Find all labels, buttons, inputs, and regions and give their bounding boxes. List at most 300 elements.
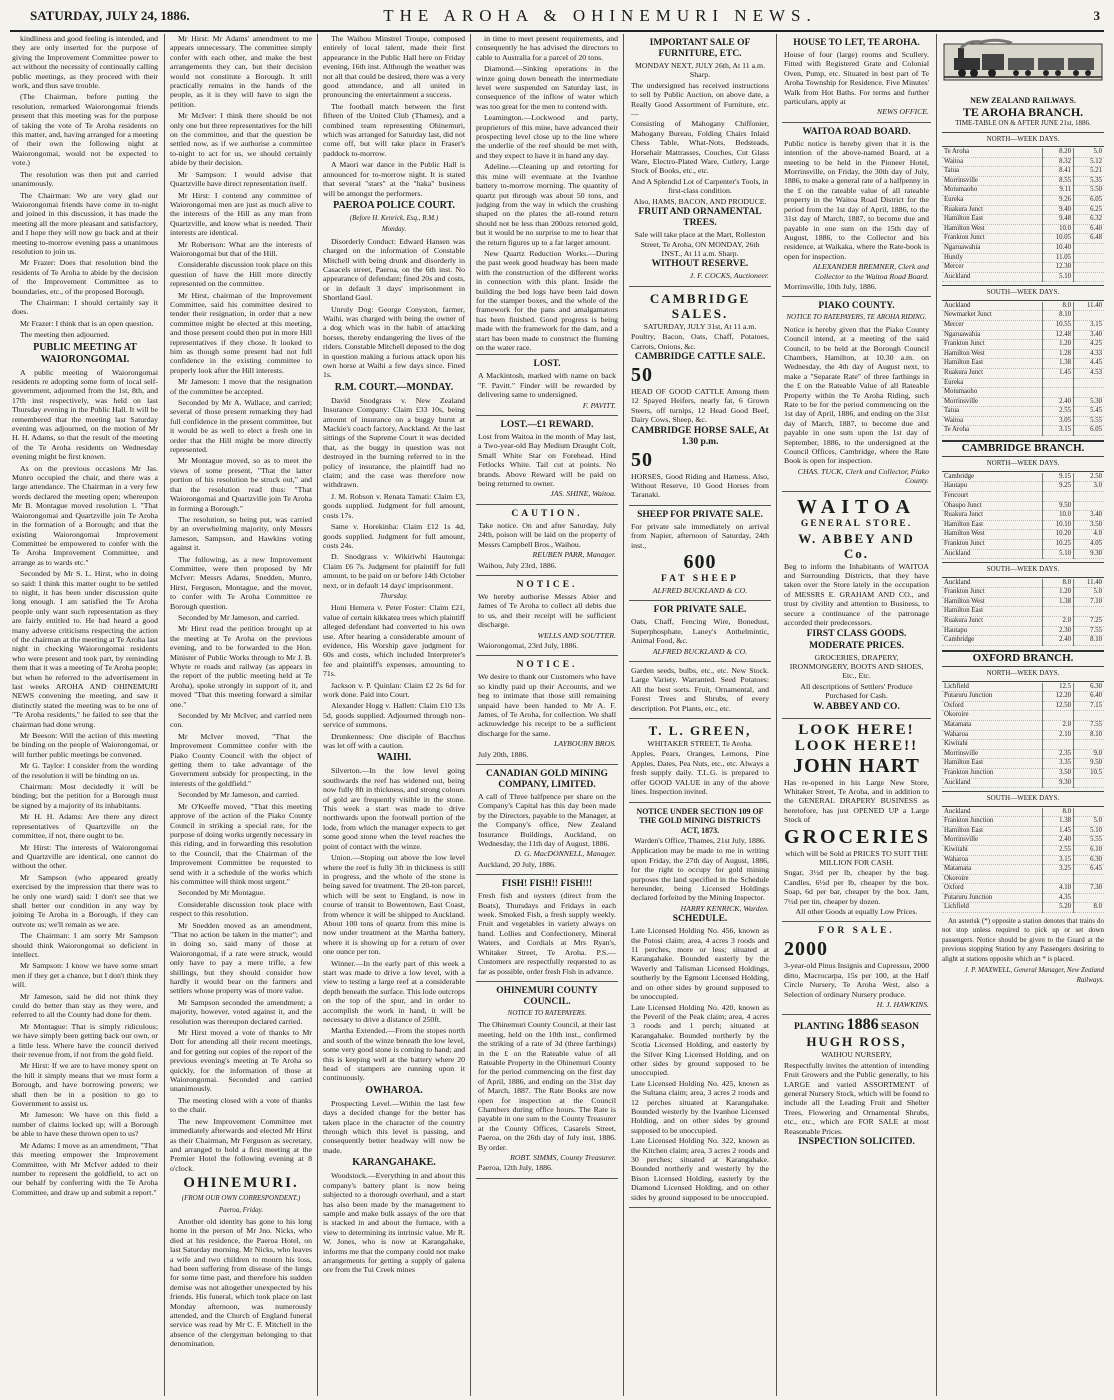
timetable-section-heading: NORTH—WEEK DAYS. (942, 666, 1104, 681)
departure-time: 8.32 (1043, 157, 1074, 167)
advert-date: Waiorongomai, 23rd July, 1886. (478, 640, 579, 650)
timetable-signature: J. P. MAXWELL, General Manager, New Zealand Railways. (964, 966, 1104, 984)
timetable-row (942, 720, 1104, 730)
departure-time (1043, 607, 1074, 617)
timetable-row (942, 330, 1104, 340)
paragraph: A Maori war dance in the Public Hall is announced for to-morrow night. It is stated that several "stars" at the "haka" business will be amongst the performers. (323, 160, 465, 198)
station-name: Frankton Junct (942, 540, 1043, 550)
departure-time: 5.55 (1074, 836, 1105, 846)
advert-goods: FIRST CLASS GOODS. (806, 628, 907, 639)
advert-title: HOUSE TO LET, TE AROHA. (793, 38, 920, 48)
timetable-row (942, 903, 1104, 913)
timetable-row (942, 778, 1104, 788)
departure-time: 11.40 (1074, 302, 1105, 311)
timetable-row (942, 711, 1104, 721)
advert-title: T. L. GREEN, (648, 723, 752, 739)
departure-time: 6.05 (1074, 196, 1105, 206)
station-name: Waharoa (942, 730, 1043, 740)
timetable-row (942, 302, 1104, 311)
timetable-row (942, 588, 1104, 598)
paragraph: (The Chairman, before putting the resolution, remarked Waiorongomai friends present that this meeting was for the purpose of taking the vote of Te Aroha residents on this matter, and, having arranged for a meeting of their own the following night at Waiorongomai, would not be expected to vote.) (12, 92, 158, 168)
timetable-row (942, 501, 1104, 511)
paragraph: Mr Hirst: Mr Adams' amendment to me appears unnecessary. The committee simply confer with each other, and make the best arrangements they can, but their decision would not constitute a Borough. It still practically remains in the hands of the people, as it is they will have to sign the petition. (170, 34, 312, 109)
advert-date: MONDAY NEXT, JULY 26th, At 11 a.m. Sharp. (634, 61, 766, 80)
timetable-row (942, 607, 1104, 617)
advert-groceries: GROCERIES (784, 825, 931, 848)
advert-fruiterer (629, 719, 771, 802)
station-name: Hamilton East (942, 359, 1043, 369)
masthead-title: THE AROHA & OHINEMURI NEWS. (383, 6, 817, 25)
paragraph: Mr Hirst, chairman of the Improvement Committee, said his committee desired to tender their resignation, in order that a new committee might be elected at this meeting, and those present could then put in more Hill representatives if they chose. It looked to him as though some present had not full confidence in the existing committee to properly look after the Hill interests. (170, 290, 312, 375)
paragraph: in time to meet present requirements, and consequently he has advised the directors to cable to Australia for a parcel of 20 tons. (476, 34, 618, 62)
departure-time: 11.40 (1074, 579, 1105, 588)
advert-notice (476, 576, 618, 656)
departure-time: 8.0 (1043, 808, 1074, 817)
schedule-item: Late Licensed Holding No. 425, known as the Sultana claim; area, 3 acres 2 roods and 12 perches situated at Karangahake. Bounded westerly by the Ivanhoe Licensed Holding, and on other sides by ground supposed to be unoccupied. (631, 1078, 769, 1135)
paragraph: The meeting closed with a vote of thanks to the chair. (170, 1095, 312, 1115)
article-headline: PAEROA POLICE COURT. (333, 199, 455, 211)
departure-time: 10.20 (1043, 530, 1074, 540)
departure-time: 3.15 (1043, 426, 1074, 436)
timetable-row (942, 549, 1104, 559)
station-name: Tatua (942, 407, 1043, 417)
timetable-row (942, 530, 1104, 540)
station-name: Hamilton East (942, 607, 1043, 617)
departure-time: 9.26 (1043, 196, 1074, 206)
timetable-row (942, 272, 1104, 282)
departure-time (1074, 501, 1105, 511)
advert-signature: ALEXANDER BREMNER, Clerk and Collector to the Waitoa Road Board. (812, 262, 929, 281)
paragraph: Woodstock.—Everything in and about this company's battery plant is now being subjected to a thorough overhaul, and a start has also been made by the management to sample and make bulk assays of the ore that is stacked in and about the furnace, with a view to determining its intrinsic value. Mr R. W. Jones, who is now at Karangahake, informs me that the company could not make arrangements for getting a supply of galena ore from the Tui Creek mines (323, 1171, 465, 1275)
paragraph: Drunkenness: One disciple of Bacchus was let off with a caution. (323, 731, 465, 751)
advert-date: SATURDAY, JULY 31st, At 11 a.m. (643, 321, 757, 331)
timetable-row (942, 511, 1104, 521)
departure-time: 9.30 (1043, 778, 1074, 788)
station-name: Eureka (942, 196, 1043, 206)
departure-time: 8.20 (1043, 148, 1074, 157)
advert-season-word: SEASON (880, 1022, 919, 1033)
station-name: Auckland (942, 579, 1043, 588)
advert-title: FISH! FISH!! FISH!!! (501, 879, 593, 890)
departure-time: 4.10 (1043, 884, 1074, 894)
station-name: Okoroire (942, 711, 1043, 721)
station-name: Cambridge (942, 473, 1043, 482)
departure-time: 7.55 (1074, 720, 1105, 730)
timetable-te-aroha-north (942, 148, 1104, 282)
departure-time: 12.5 (1043, 683, 1074, 692)
departure-time: 3.50 (1074, 520, 1105, 530)
paragraph: New Quartz Reduction Works.—During the past week good headway has been made with the construction of the different works in connection with this plant. Inside the building the bed logs have been laid down for the stamper boxes, and the whole of the framework for the pans and amalgamators has been finished. Good progress is being made with the framework for the dam, and a start has been made to construct the fluming on the water race. (476, 248, 618, 352)
departure-time (1043, 378, 1074, 388)
column-3 (323, 34, 465, 1396)
departure-time: 2.40 (1043, 397, 1074, 407)
advert-date: Morrinsville, 10th July, 1886. (784, 281, 877, 291)
departure-time: 1.45 (1043, 826, 1074, 836)
advert-title: CAMBRIDGE SALES. (649, 290, 751, 321)
paragraph: Alexander Hogg v. Hallett: Claim £10 13s 5d, goods supplied. Adjourned through non-service of summons. (323, 701, 465, 730)
station-name: Hamilton West (942, 224, 1043, 234)
article-headline: OHINEMURI. (183, 1175, 299, 1192)
timetable-row (942, 626, 1104, 636)
column-6 (782, 34, 931, 1396)
departure-time: 12.50 (1043, 701, 1074, 711)
timetable-section-heading: SOUTH—WEEK DAYS. (942, 562, 1104, 577)
timetable-cambridge-north (942, 473, 1104, 559)
article-dateline: Thursday. (380, 591, 408, 600)
advert-notice (476, 656, 618, 765)
timetable-row (942, 311, 1104, 321)
station-name: Morrinsville (942, 176, 1043, 186)
advert-title: WAITOA ROAD BOARD. (802, 126, 911, 137)
departure-time (1074, 272, 1105, 282)
advert-body: 3-year-old Pinus Insignis and Cupressus, 2000 ditto, Macrocarpa, 15s per 100, at the Half Circle Nursery, Te Aroha West, also a Selection of ordinary Nursery produce. (784, 961, 929, 999)
departure-time: 9.48 (1043, 215, 1074, 225)
departure-time: 7.10 (1074, 597, 1105, 607)
advert-items: Sugar, 3½d per lb, cheaper by the bag. Candles, 6½d per lb, cheaper by the box. Soap, 6d per bar, cheaper by the box. Jam, 7½d per tin, cheaper by dozen. (784, 868, 929, 906)
branch-heading: CAMBRIDGE BRANCH. (942, 440, 1104, 453)
article-subheading: (Before H. Kenrick, Esq., R.M.) (349, 213, 439, 222)
advert-title: LOST. (533, 359, 561, 370)
advert-mining-company (476, 765, 618, 875)
departure-time: 6.48 (1074, 234, 1105, 244)
paragraph: The following, as a new Improvement Committee, were then proposed by Mr McIver: Messrs Adams, Snedden, Munro, Hirst, Ferguson, Montague, and the mover, to confer with Te Aroha Committee re Borough question. (170, 554, 312, 611)
paragraph: Adeline.—Cleaning up and retorting for this mine will eventuate at the Ivanhoe battery to-morrow morning. The quantity of quartz put through was about 50 tons, and judging from the way in which the crushing shaped on the plates the all-round return should not be less than 200ozs retorted gold, but it would be no surprise to me to hear that the return figures up to a far larger amount. (476, 162, 618, 247)
station-name: Mercer (942, 320, 1043, 330)
departure-time: 6.30 (1074, 683, 1105, 692)
timetable-row (942, 808, 1104, 817)
masthead (10, 6, 1104, 32)
timetable-row (942, 597, 1104, 607)
timetable-row (942, 874, 1104, 884)
departure-time: 3.0 (1074, 482, 1105, 492)
article-headline: R.M. COURT.—MONDAY. (334, 381, 454, 393)
departure-time: 8.10 (1043, 311, 1074, 321)
article-headline: OWHAROA. (365, 1084, 423, 1096)
paragraph: Diamond.—Sinking operations in the winze going down beneath the intermediate level were suspended on Saturday last, in consequence of the inflow of water which was too great for the men to contend with. (476, 64, 618, 111)
timetable-row (942, 836, 1104, 846)
departure-time: 9.50 (1043, 501, 1074, 511)
timetable-row (942, 243, 1104, 253)
advert-date: Warden's Office, Thames, 21st July, 1886. (634, 836, 766, 845)
advert-date: July 20th, 1886. (478, 749, 529, 759)
station-name: Auckland (942, 302, 1043, 311)
paragraph: Martha Extended.—From the stopes north and south of the winze beneath the low level, some very good stone is coming to hand; and this is keeping well at the battery where 20 head of stampers are running upon it continuously. (323, 1026, 465, 1083)
timetable-row (942, 855, 1104, 865)
advert-signature: HARRY KENRICK, Warden. (680, 903, 769, 913)
departure-time: 2.30 (1043, 626, 1074, 636)
departure-time: 10.5 (1074, 768, 1105, 778)
paragraph: The Chairman: I should certainly say it does. (12, 297, 158, 317)
departure-time: 10.10 (1043, 520, 1074, 530)
advert-horse-body: HORSES, Good Riding and Harness. Also, Without Reserve, 10 Good Horses from Taranaki. (631, 471, 769, 500)
advert-date: Waihou, July 23rd, 1886. (478, 560, 557, 570)
advert-body: A call of Three halfpence per share on the Company's Capital has this day been made by the Directors, payable to the Manager, at the Company's office, New Zealand Insurance Buildings, Auckland, on Wednesday, the 11th day of August, 1886. (478, 792, 616, 849)
column-2 (170, 34, 312, 1396)
paragraph: Mr H. H. Adams: Are there any direct representatives of Quartzville on the committee, if not, there ought to be. (12, 812, 158, 841)
advert-place: Sale will take place at the Mart, Rolleston Street, Te Aroha, ON MONDAY, 26th INST., At 11 a.m. Sharp. (634, 230, 766, 258)
advert-subtitle: NOTICE TO RATEPAYERS, TE AROHA RIDING. (786, 313, 927, 322)
advert-piako-county (782, 297, 931, 491)
advert-body: Respectfully invites the attention of intending Fruit Growers and the Public generally, to his LARGE and varied ASSORTMENT of general Nursery Stock, which will be found to include all the Leading Fruit and Shelter Trees, Flowering and Ornamental Shrubs, etc., etc., which are FOR SALE at most Reasonable Prices. (784, 1060, 929, 1136)
paragraph: The Waihou Minstrel Troupe, composed entirely of local talent, made their first appearance in the Public Hall here on Friday evening, 16th inst. Although the weather was not all that could be desired, there was a very good attendance, and all united in pronouncing the entertainment a success. (323, 34, 465, 100)
station-name: Waharoa (942, 855, 1043, 865)
column-rule (164, 34, 165, 1396)
timetable-row (942, 253, 1104, 263)
advert-signature: ALFRED BUCKLAND & CO. (652, 646, 748, 656)
departure-time: 1.28 (1043, 349, 1074, 359)
departure-time: 10.0 (1043, 511, 1074, 521)
timetable-row (942, 148, 1104, 157)
departure-time: 4.53 (1074, 368, 1105, 378)
paragraph: D. Snodgrass v. Wikiriwhi Hautonga: Claim £6 7s. Judgment for plaintiff for full amount, to be paid on or before 14th October next, or in default 14 days' imprisonment. (323, 552, 465, 590)
station-name: Morrinsville (942, 749, 1043, 759)
station-name: Hautapu (942, 626, 1043, 636)
timetable-row (942, 579, 1104, 588)
station-name: Auckland (942, 549, 1043, 559)
departure-time (1074, 874, 1105, 884)
advert-title: FOR PRIVATE SALE. (653, 605, 747, 616)
paragraph: Prospecting Level.—Within the last few days a decided change for the better has taken place in the character of the country through which this level is passing, and consequently better headway will now be made. (323, 1098, 465, 1155)
advert-furniture-sale (629, 34, 771, 287)
departure-time: 5.55 (1074, 416, 1105, 426)
paragraph: Seconded by Mr McIver, and carried nem con. (170, 711, 312, 730)
timetable-section-heading: SOUTH—WEEK DAYS. (942, 791, 1104, 806)
station-name: Hamilton West (942, 530, 1043, 540)
advert-body: Poultry, Bacon, Oats, Chaff, Potatoes, Carrots, Onions, &c. (631, 332, 769, 351)
departure-time: 6.30 (1074, 855, 1105, 865)
paragraph: Seconded by Mr Montague. (178, 888, 266, 898)
departure-time (1074, 253, 1105, 263)
timetable-oxford-south (942, 808, 1104, 914)
station-name: Ruakura Junct (942, 368, 1043, 378)
departure-time: 3.40 (1074, 330, 1105, 340)
paragraph: Mr McIver moved, "That the Improvement Committee confer with the Piako County Council with the object of getting them to take advantage of the Government subsidy for prospecting, in the interests of the goldfield." (170, 731, 312, 788)
station-name: Frankton Junction (942, 768, 1043, 778)
advert-title: NOTICE UNDER SECTION 109 OF THE GOLD MINING DISTRICTS ACT, 1873. (636, 806, 764, 835)
departure-time: 8.0 (1043, 579, 1074, 588)
advert-body: Apples, Pears, Oranges, Lemons, Pine Apples, Dates, Pea Nuts, etc., etc. Always a fresh supply daily. T.L.G. is prepared to offer GOOD VALUE in any of the above lines. Inspection invited. (631, 749, 769, 797)
paragraph: The Chairman: We are very glad our Waiorongomai friends have come in to-night and joined in this discussion, it has made the meeting all the more pleasant and satisfactory, and I hope they will now go back and at their meeting to-morrow evening pass a unanimous resolution to join us. (12, 190, 158, 256)
advert-season-year: 1886 (846, 1016, 879, 1034)
advert-signature: W. ABBEY AND CO. (813, 701, 900, 712)
paragraph: Chairman: Most decidedly it will be binding; but the petition for a Borough must be signed by a majority of its inhabitants. (12, 782, 158, 810)
timetable-row (942, 167, 1104, 177)
station-name: Matamata (942, 720, 1043, 730)
schedule-item: Late Licensed Holding No. 456, known as the Potosi claim; area, 4 acres 3 roods and 11 perches, more or less; situated at Karangahake. Bounded easterly by the Waverly and Talisman Licensed Holdings, southerly by the Egmont Licensed Holding, and on other sides by ground supposed to be unoccupied. (631, 926, 769, 1002)
timetable-row (942, 397, 1104, 407)
station-name: Ruakura Junct (942, 205, 1043, 215)
advert-prices: which will be Sold at PRICES TO SUIT THE MILLION FOR CASH. (785, 848, 928, 867)
timetable-row (942, 759, 1104, 769)
timetable-row (942, 636, 1104, 646)
paragraph: Mr Beeson: Will the action of this meeting be binding on the people of Waiorongomai, or will further public meetings be convened. (12, 731, 158, 759)
timetable-row (942, 388, 1104, 398)
advert-name: HUGH ROSS, (806, 1034, 907, 1050)
column-rule (317, 34, 318, 1396)
departure-time: 8.0 (1043, 302, 1074, 311)
departure-time: 7.25 (1074, 617, 1105, 627)
advert-reserve: WITHOUT RESERVE. (651, 259, 749, 270)
advert-sheep: FAT SHEEP (661, 574, 739, 584)
departure-time: 12.30 (1043, 263, 1074, 273)
advert-street: WHITAKER STREET, Te Aroha. (647, 739, 753, 749)
station-name: Auckland (942, 808, 1043, 817)
departure-time: 8.55 (1043, 176, 1074, 186)
locomotive-icon (942, 36, 1104, 88)
advert-name: JOHN HART (793, 754, 920, 777)
paragraph: The resolution was then put and carried unanimously. (12, 169, 158, 189)
station-name: Hamilton West (942, 349, 1043, 359)
advert-schedule: SCHEDULE. (672, 914, 728, 925)
timetable-row (942, 617, 1104, 627)
station-name: Mercer (942, 263, 1043, 273)
departure-time: 10.55 (1043, 320, 1074, 330)
departure-time: 4.35 (1043, 893, 1074, 903)
advert-house-to-let (782, 34, 931, 123)
timetable-row (942, 215, 1104, 225)
departure-time: 6.40 (1074, 224, 1105, 234)
timetable-row (942, 263, 1104, 273)
paragraph: Considerable discussion took place on this question of have the Hill more directly represented on the committee. (170, 260, 312, 289)
timetable-te-aroha-south (942, 302, 1104, 436)
station-name: Okoroire (942, 874, 1043, 884)
column-4 (476, 34, 618, 1396)
advert-number: 600 (683, 551, 717, 573)
paragraph: A public meeting of Waiorongomai residents re adopting some form of local self-government, adjourned from the 1st, 8th, and 17th inst respectively, was held on last Thursday evening in the Public Hall. It will be remembered that the meeting last Saturday evening was adjourned, on the motion of Mr H. H. Adams, so that the result of the meeting of the Te Aroha residents on Wednesday evening might be first known. (12, 367, 158, 462)
column-rule (776, 34, 777, 1396)
advert-date: Auckland, 20 July, 1886. (478, 859, 556, 869)
paragraph: The resolution, so being put, was carried by an overwhelming majority, only Messrs Jameson, Sampson, and Hawkins voting against it. (170, 514, 312, 553)
departure-time: 5.0 (1074, 148, 1105, 157)
paragraph: Seconded by Mr Jameson, and carried. (178, 790, 300, 800)
advert-signature: ALFRED BUCKLAND & CO. (652, 586, 748, 595)
station-name: Putaruru Junction (942, 893, 1043, 903)
departure-time: 5.20 (1043, 903, 1074, 913)
advert-fruit-trees: FRUIT AND ORNAMENTAL TREES. (638, 207, 762, 229)
advert-county-council (476, 982, 618, 1179)
advert-signature: LAYBOURN BROS. (554, 739, 616, 749)
departure-time: 12.20 (1043, 692, 1074, 702)
station-name: Hautapu (942, 482, 1043, 492)
station-name: Motumaoho (942, 186, 1043, 196)
advert-road-board (782, 123, 931, 298)
column-7-timetable (942, 34, 1104, 1396)
departure-time: 6.40 (1074, 692, 1105, 702)
departure-time: 6.45 (1074, 865, 1105, 875)
departure-time: 3.25 (1043, 865, 1074, 875)
departure-time (1074, 711, 1105, 721)
advert-lost-reward (476, 416, 618, 505)
departure-time: 5.21 (1074, 167, 1105, 177)
advert-signature: NEWS OFFICE. (877, 107, 929, 117)
advert-title: FOR SALE. (818, 926, 895, 937)
timetable-row (942, 407, 1104, 417)
station-name: Ohaupo Junct (942, 501, 1043, 511)
schedule-item: Late Licensed Holding No. 322, known as the Kitchen claim; area, 3 acres 2 roods and 30 perches; situated at Karangahake. Bounded northerly and westerly by the Bison Licensed Holding, easterly by the Diamond Licensed Holding, and on other sides by ground supposed to be unoccupied. (631, 1136, 769, 1202)
advert-body: We hereby authorise Messrs Abier and James of Te Aroha to collect all debts due to us, and their receipt will be sufficient discharge. (478, 591, 616, 630)
timetable-row (942, 224, 1104, 234)
departure-time: 2.40 (1043, 836, 1074, 846)
station-name: Te Aroha (942, 426, 1043, 436)
branch-heading: TE AROHA BRANCH. (962, 104, 1084, 119)
departure-time: 10.40 (1043, 243, 1074, 253)
paragraph: Silverton.—In the low level going southwards the reef has widened out, being now fully 8ft in thickness, and strong colours of gold are frequently visible in the stone. This week a start was made to drive northwards upon the footwall portion of the lode, from which the manager expects to get some good stone when the level reaches the point of contact with the winze. (323, 766, 465, 851)
station-name: Fencourt (942, 492, 1043, 502)
railway-heading: NEW ZEALAND RAILWAYS. (970, 96, 1076, 106)
advert-caution (476, 505, 618, 576)
departure-time (1074, 808, 1105, 817)
schedule-item: Late Licensed Holding No. 420, known as the Peveril of the Peak claim; area, 4 acres 3 roods and 1 perch; situated at Karangahake. Bounded northerly by the Scotia Licensed Holding, and easterly by the Silver King Licensed Holding, and on other sides by ground supposed to be unoccupied. (631, 1002, 769, 1078)
departure-time: 5.0 (1074, 588, 1105, 598)
paragraph: Mr Hirst: The interests of Waiorongomai and Quartzville are identical, one cannot do without the other. (12, 842, 158, 871)
timetable-row (942, 234, 1104, 244)
paragraph: Mr Frazer: Does that resolution bind the residents of Te Aroha to abide by the decision of the Improvement Committee as to boundaries, etc., of the proposed Borough. (12, 258, 158, 296)
column-1 (12, 34, 158, 1396)
station-name: Matamata (942, 865, 1043, 875)
paragraph: Mr Sampson seconded the amendment; a majority, however, voted against it, and the resolution was thereupon declared carried. (170, 997, 312, 1026)
departure-time: 12.48 (1043, 330, 1074, 340)
departure-time: 4.0 (1074, 530, 1105, 540)
departure-time: 5.12 (1074, 157, 1105, 167)
advert-seeds (629, 662, 771, 719)
advert-cattle-body: HEAD OF GOOD CATTLE Among them 12 Spayed Heifers, nearly fat, 6 Grown Steers, off turnips, 12 Head Good Beef, Dairy Cows, Sheep, &c. (631, 386, 769, 425)
departure-time: 10.25 (1043, 540, 1074, 550)
paragraph: Mr Sampson: I would advise that Quartzville have direct representation itself. (170, 169, 312, 189)
article-headline: KARANGAHAKE. (352, 1157, 436, 1169)
timetable-row (942, 186, 1104, 196)
departure-time: 5.50 (1074, 186, 1105, 196)
advert-body: Fresh fish and oysters (direct from the Boats), Thursdays and Fridays in each week. Smoked Fish, a fresh supply weekly. Fruit and vegetables in variety always on hand. Lollies and Confectionery, Mineral Waters, and Cordials at Mrs Ryan's, Whitaker Street, Te Aroha. P.S.—Customers are respectfully requested to as far as possible, order fresh Fish in advance. (478, 891, 616, 976)
departure-time (1074, 740, 1105, 750)
departure-time (1043, 874, 1074, 884)
advert-goods: GROCERIES, DRAPERY, IRONMONGERY, BOOTS AND SHOES, Etc., Etc. (789, 652, 924, 681)
departure-time: 4.33 (1074, 349, 1105, 359)
departure-time: 2.40 (1043, 636, 1074, 646)
station-name: Hamilton East (942, 520, 1043, 530)
departure-time: 7.30 (1074, 884, 1105, 894)
paragraph: The meeting then adjourned. (20, 330, 110, 340)
advert-cambridge-sales (629, 287, 771, 506)
timetable-section-heading: NORTH—WEEK DAYS. (942, 132, 1104, 147)
paragraph: The Chairman: I am sorry Mr Sampson should think Waiorongomai so deficient in intellect. (12, 931, 158, 959)
departure-time: 9.30 (1074, 549, 1105, 559)
departure-time: 5.35 (1074, 176, 1105, 186)
paragraph: Considerable discussion took place with respect to this resolution. (170, 899, 312, 919)
timetable-row (942, 817, 1104, 827)
timetable-row (942, 482, 1104, 492)
paragraph: Same v. Horekinha: Claim £12 1s 4d, goods supplied. Judgment for full amount, costs 24s. (323, 522, 465, 550)
departure-time (1074, 492, 1105, 502)
paragraph: J. M. Robson v. Renata Tamati: Claim £3, goods supplied. Judgment for full amount, costs 17s. (323, 491, 465, 520)
advert-extra: And A Splendid Lot of Carpenter's Tools, in first-class condition. (631, 176, 769, 196)
timetable-row (942, 740, 1104, 750)
advert-lost (476, 354, 618, 416)
paragraph: Mr Montague moved, so as to meet the views of some present, "That the latter portion of his resolution be struck out," and that the resolution read thus: "That Waiorongomai and Quartzville join Te Aroha in forming a Borough." (170, 456, 312, 513)
station-name: Oxford (942, 701, 1043, 711)
advert-signature: D. G. MacDONNELL, Manager. (514, 849, 616, 859)
station-name: Eureka (942, 378, 1043, 388)
advert-signature: H. J. HAWKINS. (876, 1000, 929, 1010)
advert-other: All other Goods at equally Low Prices. (795, 907, 918, 916)
paragraph: Unruly Dog: George Conyston, farmer, Waihi, was charged with being the owner of a dog which was in the habit of attacking horses, thereby endangering the lives of the riders. Constable Mitchell deposed to the dog in question making a furious attack upon his own horse at Waihi a few days since. Fined 1s. (323, 304, 465, 380)
departure-time: 2.35 (1043, 749, 1074, 759)
departure-time: 4.05 (1074, 540, 1105, 550)
timetable-row (942, 205, 1104, 215)
advert-title: OHINEMURI COUNTY COUNCIL. (496, 985, 598, 1007)
departure-time: 9.15 (1043, 473, 1074, 482)
advert-cattle-title: CAMBRIDGE CATTLE SALE. (634, 351, 766, 362)
paragraph: Mr McIver: I think there should be not only one but three representatives for the hill on the committee, and that the question be settled now, as if we authorise a committee to-night to act for us, we should certainly abide by their decision. (170, 111, 312, 168)
